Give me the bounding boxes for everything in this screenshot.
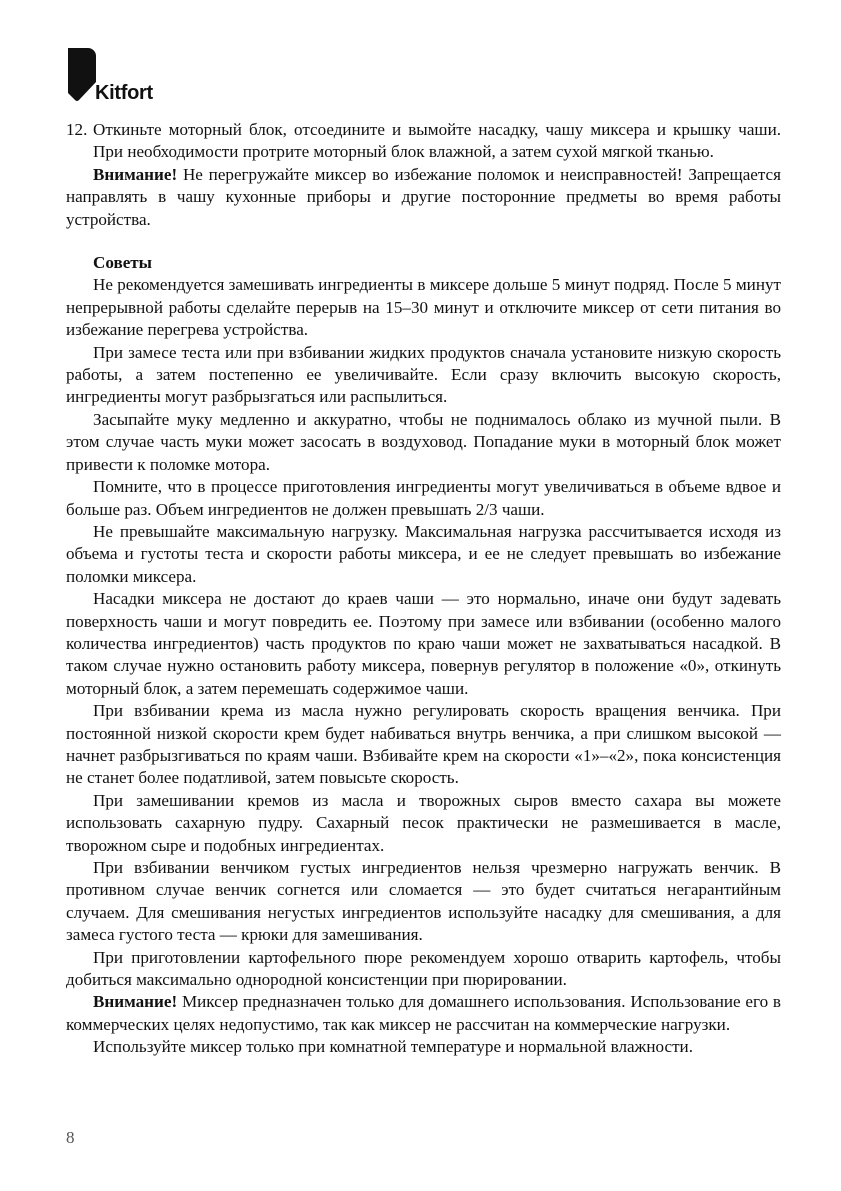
list-item-text: Откиньте моторный блок, отсоедините и вымойте насадку, чашу миксера и крышку чаши. При необходимости протрите моторный блок влажной, а затем сухой мягкой тканью.: [93, 120, 781, 162]
warning-text: Не перегружайте миксер во избежание поломок и неисправностей! Запрещается направлять в чашу кухонные приборы и другие посторонние предметы во время работы устройства.: [66, 164, 781, 229]
tip-paragraph: Насадки миксера не достают до краев чаши — это нормально, иначе они будут задевать поверхность чаши и могут повредить ее. Поэтому при замесе или взбивании (особенно малого количества ингредиентов) часть продуктов по краю чаши может не захватываться насадкой. В таком случае нужно остановить работу миксера, повернув регулятор в положение «0», откинуть моторный блок, а затем перемешать содержимое чаши.: [66, 589, 781, 698]
tip-paragraph: При приготовлении картофельного пюре рекомендуем хорошо отварить картофель, чтобы добиться максимально однородной консистенции при пюрировании.: [66, 947, 781, 990]
warning-label: Внимание!: [93, 164, 178, 184]
list-item-12: [66, 119, 781, 164]
section-heading-tips: Советы: [93, 253, 153, 273]
tip-paragraph: При взбивании венчиком густых ингредиентов нельзя чрезмерно нагружать венчик. В противном случае венчик согнется или сломается — это будет считаться негарантийным случаем. Для смешивания негустых ингредиентов используйте насадку для смешивания, а для замеса густого теста — крюки для замешивания.: [66, 858, 781, 945]
brand-name: Kitfort: [95, 82, 153, 104]
tip-paragraph: Не превышайте максимальную нагрузку. Максимальная нагрузка рассчитывается исходя из объема и густоты теста и скорости работы миксера, и ее не следует превышать во избежание поломки миксера.: [66, 521, 781, 586]
kitfort-logo-icon: [66, 48, 96, 102]
document-body: [66, 119, 781, 1059]
tip-paragraph: При замесе теста или при взбивании жидких продуктов сначала установите низкую скорость работы, а затем постепенно ее увеличивайте. Если сразу включить высокую скорость, ингредиенты могут разбрызгаться или распылиться.: [66, 342, 781, 407]
tip-paragraph: Помните, что в процессе приготовления ингредиенты могут увеличиваться в объеме вдвое и больше раз. Объем ингредиентов не должен превышать 2/3 чаши.: [66, 477, 781, 519]
tip-paragraph: При взбивании крема из масла нужно регулировать скорость вращения венчика. При постоянной низкой скорости крем будет набиваться внутрь венчика, а при слишком высокой — начнет разбрызгиваться по краям чаши. Взбивайте крем на скорости «1»–«2», пока консистенция не станет более податливой, затем повысьте скорость.: [66, 701, 781, 788]
tip-paragraph: Не рекомендуется замешивать ингредиенты в миксере дольше 5 минут подряд. После 5 минут непрерывной работы сделайте перерыв на 15–30 минут и отключите миксер от сети питания во избежание перегрева устройства.: [66, 275, 781, 340]
page-number: 8: [66, 1128, 75, 1147]
tip-paragraph: Засыпайте муку медленно и аккуратно, чтобы не поднималось облако из мучной пыли. В этом случае часть муки может засосать в воздуховод. Попадание муки в моторный блок может привести к поломке мотора.: [66, 409, 781, 474]
tip-paragraph: При замешивании кремов из масла и творожных сыров вместо сахара вы можете использовать сахарную пудру. Сахарный песок практически не размешивается в масле, творожном сыре и подобных ингредиентах.: [66, 790, 781, 855]
warning-label: Внимание!: [93, 992, 178, 1012]
warning-paragraph: [66, 164, 781, 231]
list-item-number: 12.: [66, 120, 88, 139]
final-paragraph: Используйте миксер только при комнатной температуре и нормальной влажности.: [93, 1037, 693, 1057]
warning-paragraph: [66, 991, 781, 1036]
brand-logo: [66, 48, 153, 102]
warning-text: Миксер предназначен только для домашнего использования. Использование его в коммерческих целях недопустимо, так как миксер не рассчитан на коммерческие нагрузки.: [66, 992, 781, 1034]
